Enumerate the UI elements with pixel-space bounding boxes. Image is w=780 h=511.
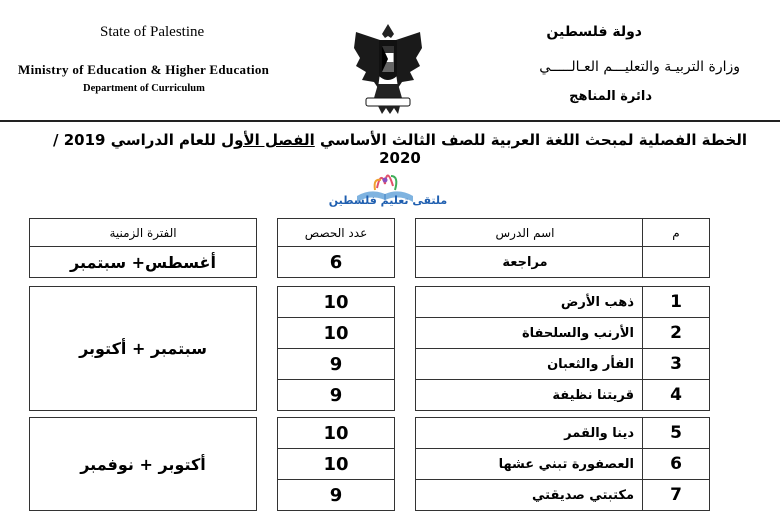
row-num: 2 bbox=[643, 318, 710, 349]
period-group-1: سبتمبر + أكتوبر bbox=[30, 287, 257, 411]
review-num-cell bbox=[643, 247, 710, 278]
header-num: م bbox=[643, 219, 710, 247]
row-lesson: الأرنب والسلحفاة bbox=[416, 318, 643, 349]
row-count: 9 bbox=[278, 380, 395, 411]
table-spacer bbox=[30, 278, 710, 287]
row-count: 10 bbox=[278, 449, 395, 480]
review-lesson: مراجعة bbox=[416, 247, 643, 278]
row-lesson: مكتبتي صديقتي bbox=[416, 480, 643, 511]
department-name-en: Department of Curriculum bbox=[83, 83, 205, 94]
row-count: 10 bbox=[278, 287, 395, 318]
title-part-1: الخطة الفصلية لمبحث اللغة العربية للصف الثالث الأساسي bbox=[314, 131, 747, 149]
row-lesson: ذهب الأرض bbox=[416, 287, 643, 318]
row-count: 9 bbox=[278, 480, 395, 511]
ministry-name-ar: وزارة التربيـة والتعليـــم العـالـــــي bbox=[539, 59, 740, 75]
row-lesson: دينا والقمر bbox=[416, 418, 643, 449]
row-num: 4 bbox=[643, 380, 710, 411]
period-group-2: أكتوبر + نوفمبر bbox=[30, 418, 257, 511]
table-row bbox=[30, 287, 710, 318]
header-count: عدد الحصص bbox=[278, 219, 395, 247]
row-num: 7 bbox=[643, 480, 710, 511]
table-header-row bbox=[30, 219, 710, 247]
row-count: 10 bbox=[278, 418, 395, 449]
state-name-en: State of Palestine bbox=[100, 24, 205, 40]
row-lesson: العصفورة تبني عشها bbox=[416, 449, 643, 480]
department-name-ar: دائرة المناهج bbox=[569, 89, 652, 104]
review-period: أغسطس+ سبتمبر bbox=[30, 247, 257, 278]
row-count: 10 bbox=[278, 318, 395, 349]
row-num: 5 bbox=[643, 418, 710, 449]
semester-plan-table bbox=[29, 218, 710, 511]
state-name-ar: دولة فلسطين bbox=[546, 24, 642, 40]
table-row-review bbox=[30, 247, 710, 278]
row-count: 9 bbox=[278, 349, 395, 380]
row-lesson: قريتنا نظيفة bbox=[416, 380, 643, 411]
table-row bbox=[30, 418, 710, 449]
site-logo-text: ملتقى تعليم فلسطين bbox=[328, 194, 448, 207]
header-divider bbox=[0, 120, 780, 122]
title-part-2: للعام الدراسي 2019 / 2020 bbox=[53, 131, 421, 167]
ministry-name-en: Ministry of Education & Higher Education bbox=[18, 62, 270, 77]
palestine-eagle-emblem bbox=[352, 18, 424, 116]
row-num: 6 bbox=[643, 449, 710, 480]
title-semester: الفصل الأول bbox=[221, 131, 315, 149]
row-num: 1 bbox=[643, 287, 710, 318]
header-lesson: اسم الدرس bbox=[416, 219, 643, 247]
table-spacer bbox=[30, 411, 710, 418]
row-num: 3 bbox=[643, 349, 710, 380]
review-count: 6 bbox=[278, 247, 395, 278]
row-lesson: الفأر والثعبان bbox=[416, 349, 643, 380]
header-period: الفترة الزمنية bbox=[30, 219, 257, 247]
